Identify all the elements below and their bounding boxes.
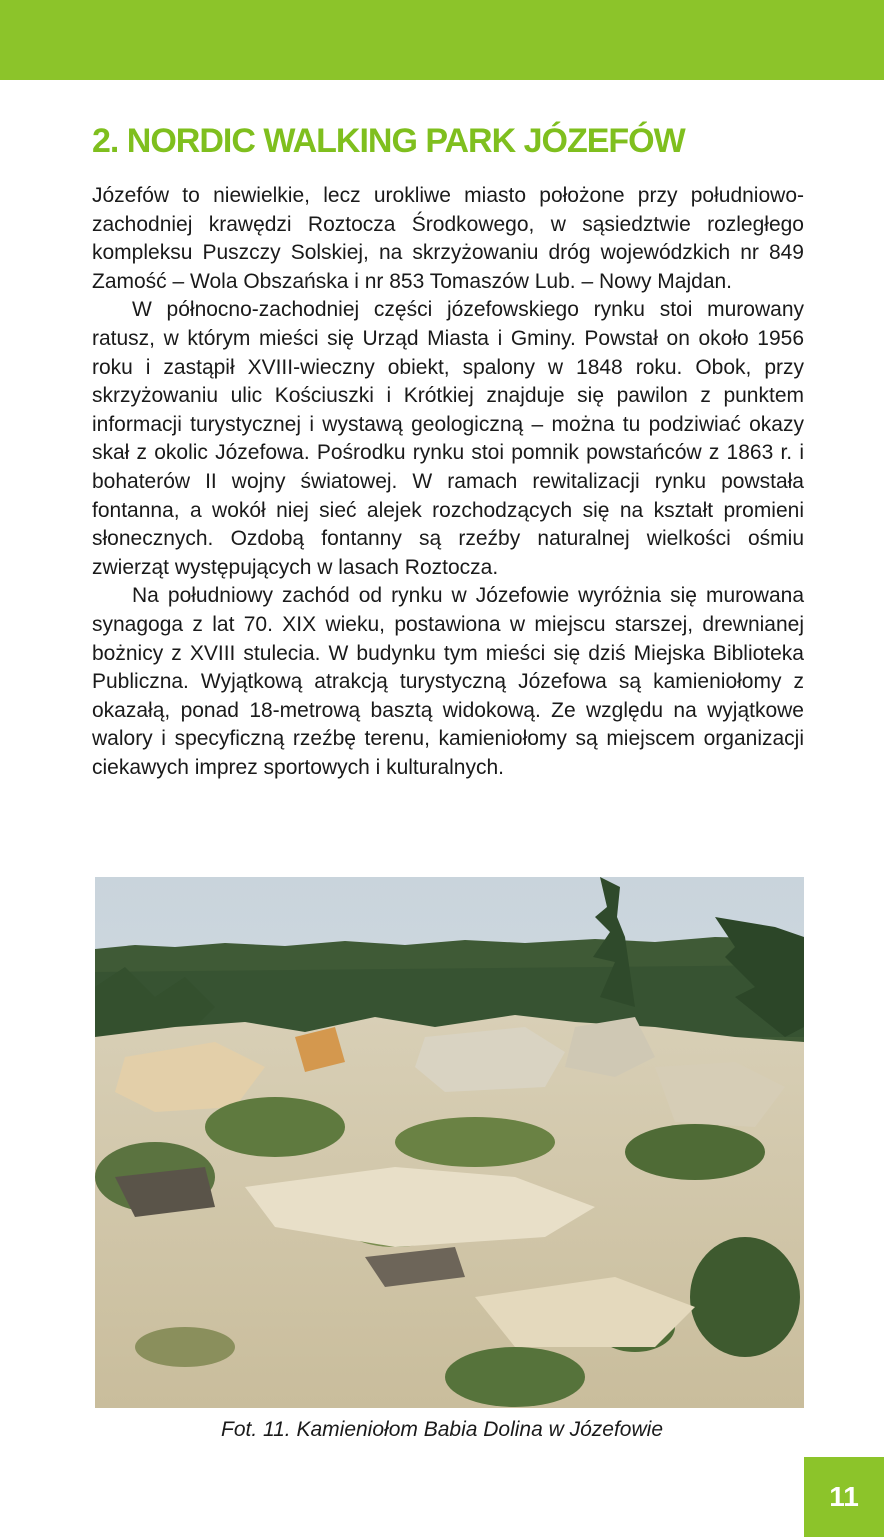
page-number: 11 bbox=[829, 1481, 859, 1512]
quarry-photo bbox=[95, 877, 804, 1408]
body-text bbox=[92, 182, 804, 782]
paragraph-2: W północno-zachodniej części józefowskiego rynku stoi murowany ratusz, w którym mieści się Urząd Miasta i Gminy. Powstał on około 1956 roku i zastąpił XVIII-wieczny obiekt, spalony w 1848 roku. Obok, przy skrzyżowaniu ulic Kościuszki i Krótkiej znajduje się pawilon z punktem informacji turystycznej i wystawą geologiczną – można tu podziwiać okazy skał z okolic Józefowa. Pośrodku rynku stoi pomnik powstańców z 1863 r. i bohaterów II wojny światowej. W ramach rewitalizacji rynku powstała fontanna, a wokół niej sieć alejek rozchodzących się na kształt promieni słonecznych. Ozdobą fontanny są rzeźby naturalnej wielkości ośmiu zwierząt występujących w lasach Roztocza. bbox=[92, 298, 804, 579]
paragraph-3: Na południowy zachód od rynku w Józefowie wyróżnia się murowana synagoga z lat 70. XIX wieku, postawiona w miejscu starszej, drewnianej bożnicy z XVIII stulecia. W budynku tym mieści się dziś Miejska Biblioteka Publiczna. Wyjątkową atrakcją turystyczną Józefowa są kamieniołomy z okazałą, ponad 18-metrową basztą widokową. Ze względu na wyjątkowe walory i specyficzną rzeźbę terenu, kamieniołomy są miejscem organizacji ciekawych imprez sportowych i kulturalnych. bbox=[92, 584, 804, 779]
paragraph-1: Józefów to niewielkie, lecz urokliwe miasto położone przy południowo-zachodniej krawędzi Roztocza Środkowego, w sąsiedztwie rozległego kompleksu Puszczy Solskiej, na skrzyżowaniu dróg wojewódzkich nr 849 Zamość – Wola Obszańska i nr 853 Tomaszów Lub. – Nowy Majdan. bbox=[92, 184, 804, 293]
page-number-box bbox=[804, 1457, 884, 1537]
section-title: 2. NORDIC WALKING PARK JÓZEFÓW bbox=[92, 122, 685, 160]
header-band bbox=[0, 0, 884, 80]
photo-caption: Fot. 11. Kamieniołom Babia Dolina w Józefowie bbox=[221, 1418, 663, 1441]
